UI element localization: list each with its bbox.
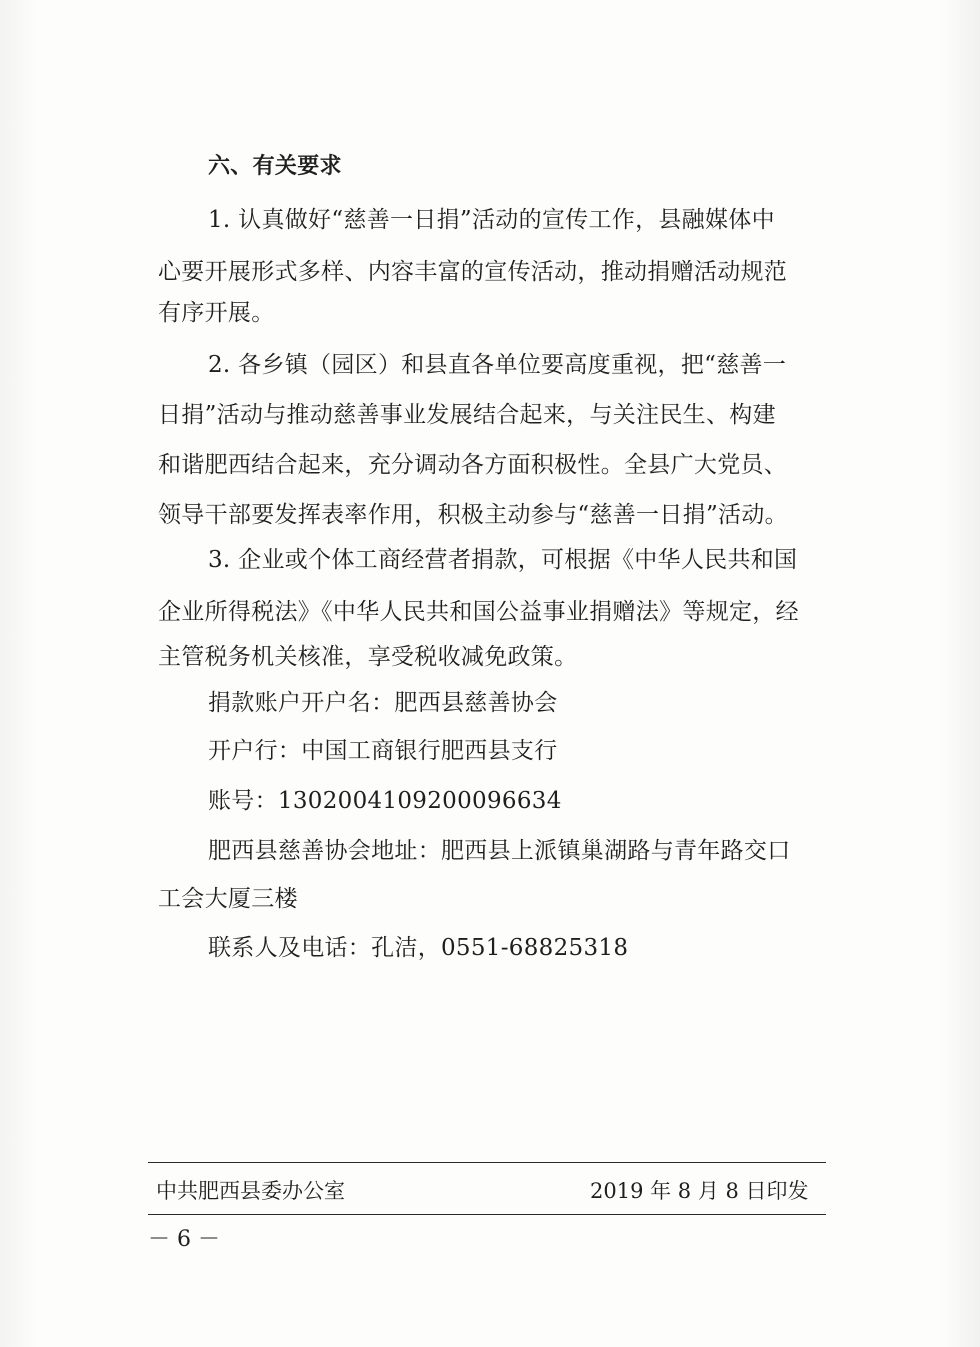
item-2-line-2: 日捐”活动与推动慈善事业发展结合起来，与关注民生、构建 [158,402,776,428]
item-2-line-4: 领导干部要发挥表率作用，积极主动参与“慈善一日捐”活动。 [158,502,788,528]
item-3-line-2: 企业所得税法》《中华人民共和国公益事业捐赠法》等规定，经 [158,599,799,625]
item-3-line-1: 3. 企业或个体工商经营者捐款，可根据《中华人民共和国 [208,547,798,573]
item-1-line-2: 心要开展形式多样、内容丰富的宣传活动，推动捐赠活动规范 [158,259,788,285]
footer-top-rule [148,1162,826,1163]
item-3-line-3: 主管税务机关核准，享受税收减免政策。 [158,644,578,670]
item-1-line-1: 1. 认真做好“慈善一日捐”活动的宣传工作，县融媒体中 [208,207,775,233]
item-2-line-1: 2. 各乡镇（园区）和县直各单位要高度重视，把“慈善一 [208,352,787,378]
bank-line: 开户行：中国工商银行肥西县支行 [208,738,558,764]
footer-bottom-rule [148,1214,826,1215]
page-number: － 6 － [148,1227,220,1252]
footer-date: 2019 年 8 月 8 日印发 [590,1179,809,1203]
item-2-line-3: 和谐肥西结合起来，充分调动各方面积极性。全县广大党员、 [158,452,788,478]
address-line-2: 工会大厦三楼 [158,886,298,912]
footer-issuer: 中共肥西县委办公室 [156,1179,345,1203]
item-1-line-3: 有序开展。 [158,300,275,326]
account-name-line: 捐款账户开户名：肥西县慈善协会 [208,690,558,716]
address-line-1: 肥西县慈善协会地址：肥西县上派镇巢湖路与青年路交口 [208,838,791,864]
section-heading: 六、有关要求 [208,154,342,179]
account-number-line: 账号：1302004109200096634 [208,788,562,814]
contact-line: 联系人及电话：孔洁，0551-68825318 [208,935,629,961]
